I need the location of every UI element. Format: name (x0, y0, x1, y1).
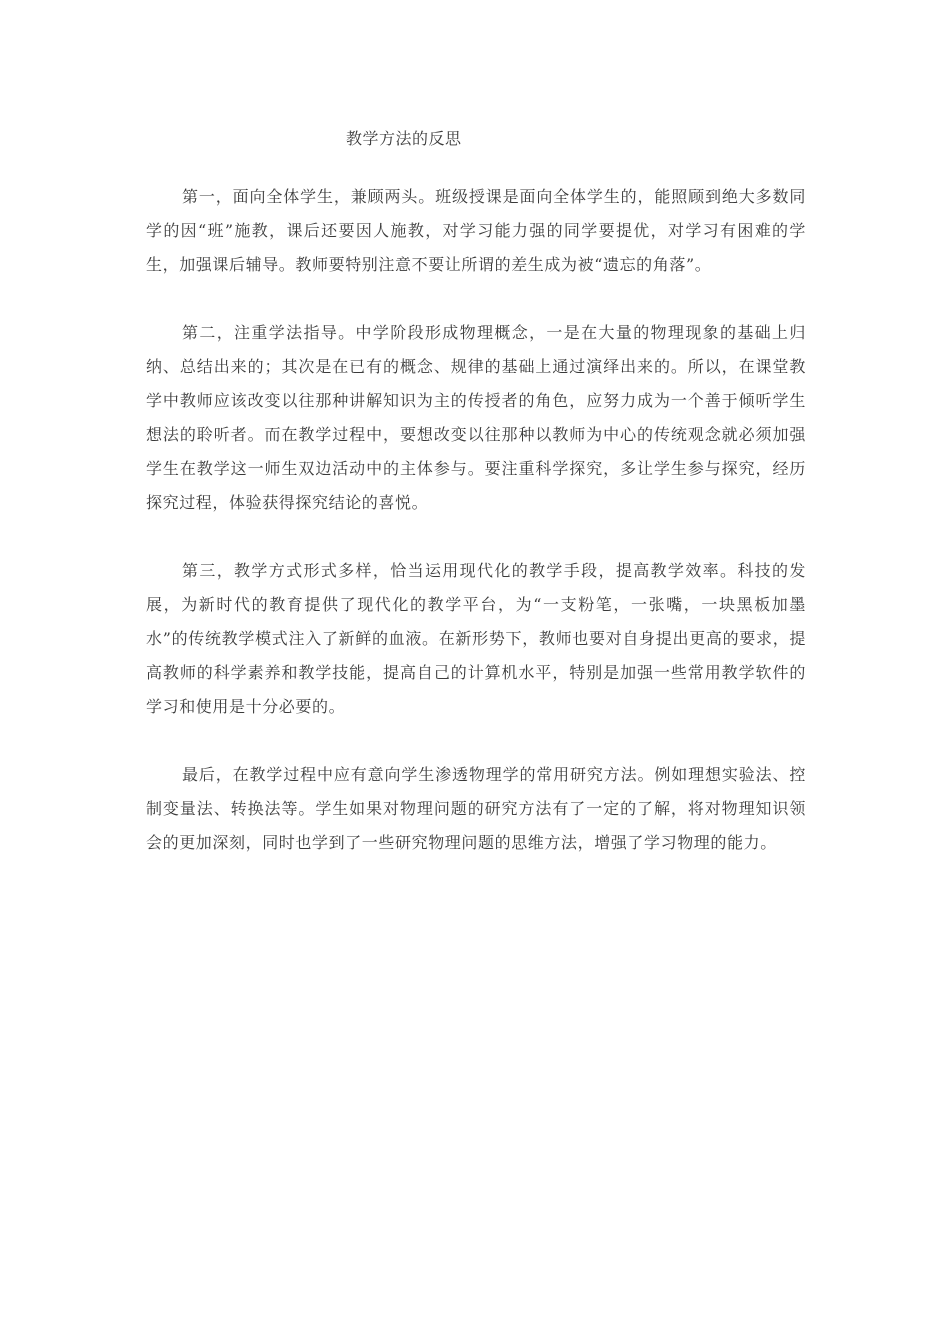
paragraph-2: 第二，注重学法指导。中学阶段形成物理概念，一是在大量的物理现象的基础上归纳、总结出来的；其次是在已有的概念、规律的基础上通过演绎出来的。所以，在课堂教学中教师应该改变以往那种讲解知识为主的传授者的角色，应努力成为一个善于倾听学生想法的聆听者。而在教学过程中，要想改变以往那种以教师为中心的传统观念就必须加强学生在教学这一师生双边活动中的主体参与。要注重科学探究，多让学生参与探究，经历探究过程，体验获得探究结论的喜悦。 (146, 323, 806, 512)
document-body (146, 180, 806, 894)
document-title: 教学方法的反思 (346, 129, 462, 148)
paragraph-1: 第一，面向全体学生，兼顾两头。班级授课是面向全体学生的，能照顾到绝大多数同学的因“班”施教，课后还要因人施教，对学习能力强的同学要提优，对学习有困难的学生，加强课后辅导。教师要特别注意不要让所谓的差生成为被“遗忘的角落”。 (146, 187, 806, 274)
paragraph-4: 最后，在教学过程中应有意向学生渗透物理学的常用研究方法。例如理想实验法、控制变量法、转换法等。学生如果对物理问题的研究方法有了一定的了解，将对物理知识领会的更加深刻，同时也学到了一些研究物理问题的思维方法，增强了学习物理的能力。 (146, 765, 806, 852)
paragraph-3: 第三，教学方式形式多样，恰当运用现代化的教学手段，提高教学效率。科技的发展，为新时代的教育提供了现代化的教学平台，为“一支粉笔，一张嘴，一块黑板加墨水”的传统教学模式注入了新鲜的血液。在新形势下，教师也要对自身提出更高的要求，提高教师的科学素养和教学技能，提高自己的计算机水平，特别是加强一些常用教学软件的学习和使用是十分必要的。 (146, 561, 806, 716)
